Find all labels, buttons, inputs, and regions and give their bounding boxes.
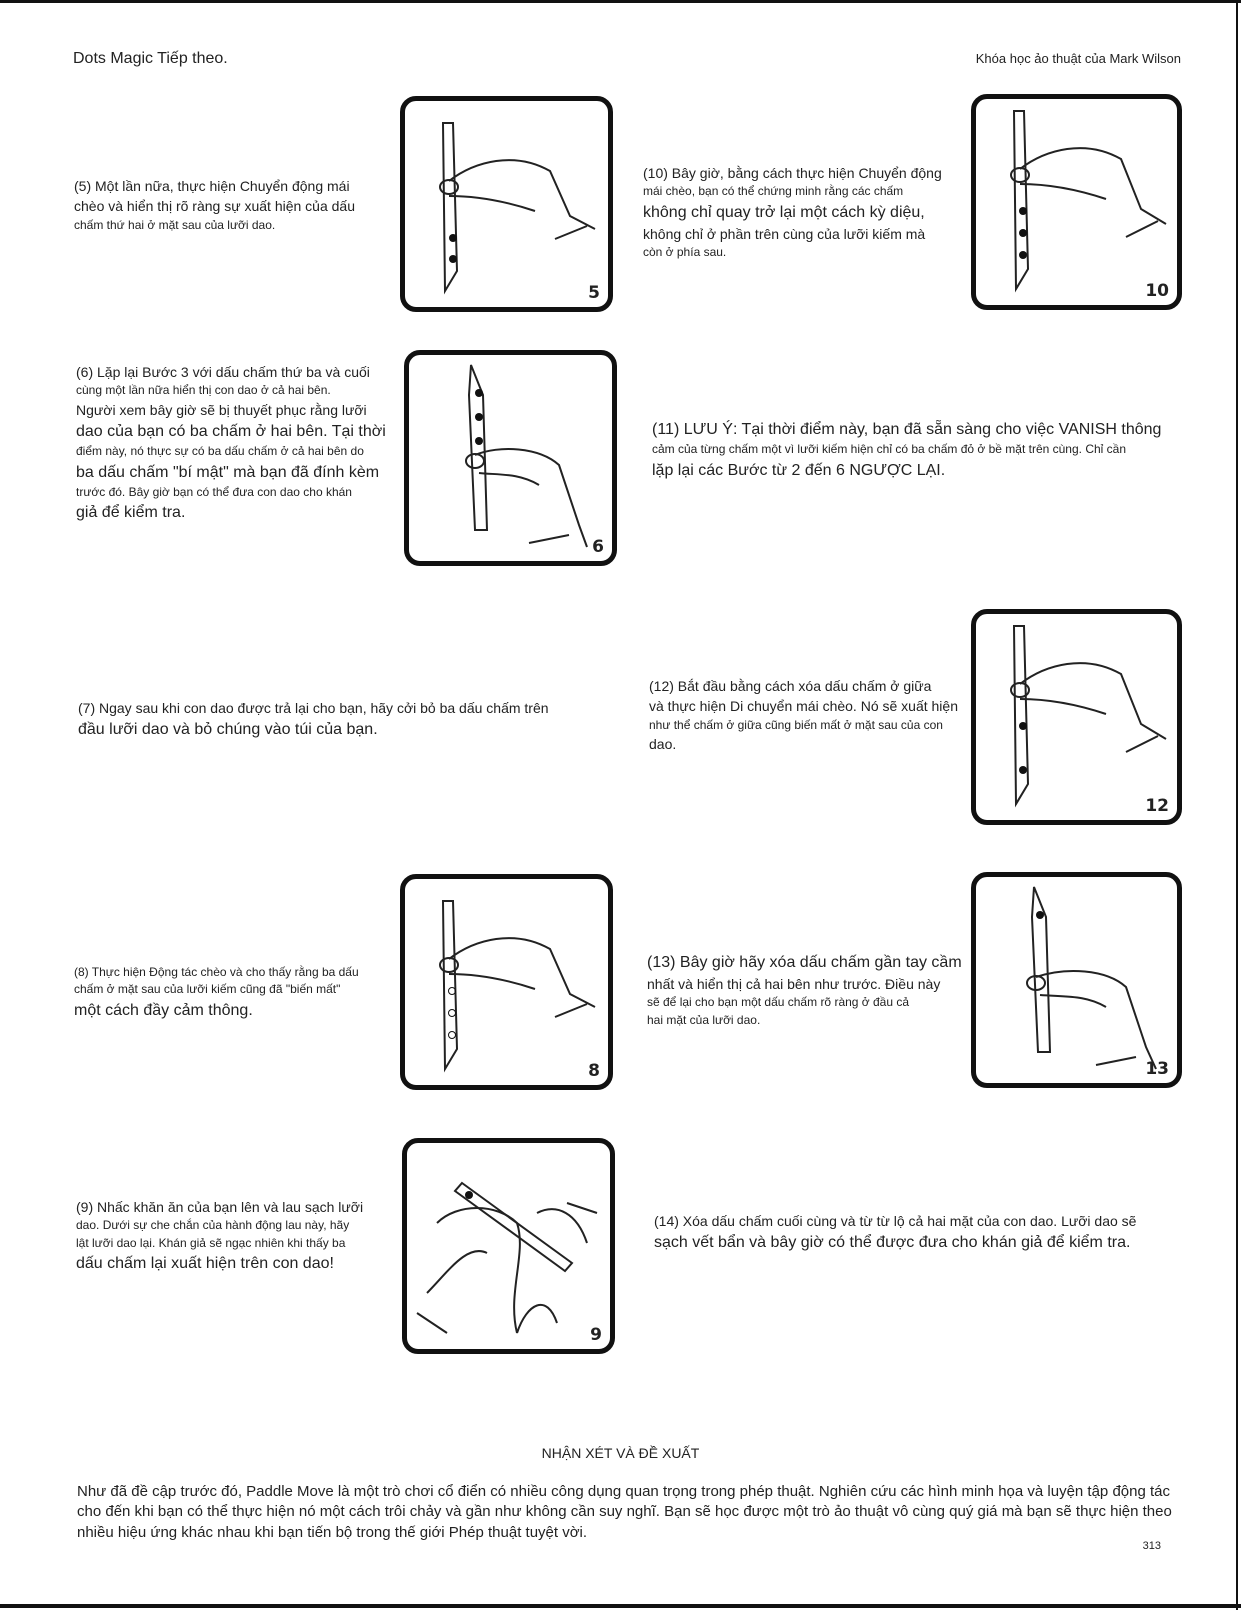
dot-mark — [1019, 766, 1027, 774]
napkin-hands-drawing — [407, 1143, 610, 1349]
step-8-text: (8) Thực hiện Động tác chèo và cho thấy rằng ba dấu chấm ở mặt sau của lưỡi kiếm cũng đã "biến mất" một cách đầy cảm thông. — [74, 965, 359, 1019]
illustration-panel-9 — [402, 1138, 615, 1354]
dot-mark — [475, 389, 483, 397]
panel-number: 8 — [588, 1061, 600, 1081]
bottom-border — [0, 1604, 1241, 1608]
dot-mark — [1019, 207, 1027, 215]
panel-number: 6 — [592, 537, 604, 557]
dot-mark — [1019, 229, 1027, 237]
header-right-title: Khóa học ảo thuật của Mark Wilson — [975, 51, 1181, 66]
dot-mark — [1036, 911, 1044, 919]
right-border — [1236, 0, 1238, 1610]
illustration-panel-5 — [400, 96, 613, 312]
knife-hand-drawing — [405, 101, 608, 307]
step-9-text: (9) Nhấc khăn ăn của bạn lên và lau sạch lưỡi dao. Dưới sự che chắn của hành động lau này, hãy lật lưỡi dao lại. Khán giả sẽ ngạc nhiên khi thấy ba dấu chấm lại xuất hiện trên con dao! — [76, 1199, 364, 1273]
knife-hand-drawing — [976, 877, 1177, 1083]
panel-number: 10 — [1145, 281, 1169, 301]
section-title: NHẬN XÉT VÀ ĐỀ XUẤT — [541, 1445, 700, 1461]
illustration-panel-13 — [971, 872, 1182, 1088]
step-12-text: (12) Bắt đầu bằng cách xóa dấu chấm ở giữa và thực hiện Di chuyển mái chèo. Nó sẽ xuất hiện như thể chấm ở giữa cũng biến mất ở mặt sau của con dao. — [649, 678, 958, 752]
step-7-text: (7) Ngay sau khi con dao được trả lại cho bạn, hãy cởi bỏ ba dấu chấm trên đầu lưỡi dao và bỏ chúng vào túi của bạn. — [78, 700, 549, 739]
dot-mark — [449, 255, 457, 263]
dot-mark — [1019, 251, 1027, 259]
illustration-panel-10 — [971, 94, 1182, 310]
header-left-title: Dots Magic Tiếp theo. — [73, 50, 228, 67]
top-border — [0, 0, 1241, 3]
knife-hand-drawing — [405, 879, 608, 1085]
dot-mark — [475, 413, 483, 421]
dot-mark — [1019, 722, 1027, 730]
dot-mark — [475, 437, 483, 445]
panel-number: 5 — [588, 283, 600, 303]
panel-number: 9 — [590, 1325, 602, 1345]
dot-mark — [449, 1010, 456, 1017]
dot-mark — [449, 234, 457, 242]
page-number: 313 — [1142, 1540, 1161, 1552]
dot-mark — [465, 1191, 473, 1199]
illustration-panel-6 — [404, 350, 617, 566]
illustration-panel-12 — [971, 609, 1182, 825]
panel-number: 13 — [1145, 1059, 1169, 1079]
step-10-text: (10) Bây giờ, bằng cách thực hiện Chuyển động mái chèo, bạn có thể chứng minh rằng các chấm không chỉ quay trở lại một cách kỳ diệu, không chỉ ở phần trên cùng của lưỡi kiếm mà còn ở phía sau. — [643, 165, 942, 260]
step-5-text: (5) Một lần nữa, thực hiện Chuyển động mái chèo và hiển thị rõ ràng sự xuất hiện của dấu chấm thứ hai ở mặt sau của lưỡi dao. — [74, 178, 355, 232]
step-11-text: (11) LƯU Ý: Tại thời điểm này, bạn đã sẵn sàng cho việc VANISH thông cảm của từng chấm một vì lưỡi kiếm hiện chỉ có ba chấm đỏ ở bề mặt trên cùng. Chỉ cần lặp lại các Bước từ 2 đến 6 NGƯỢC LẠI. — [652, 421, 1162, 479]
panel-number: 12 — [1145, 796, 1169, 816]
illustration-panel-8 — [400, 874, 613, 1090]
dot-mark — [449, 1032, 456, 1039]
knife-hand-drawing — [409, 355, 612, 561]
step-14-text: (14) Xóa dấu chấm cuối cùng và từ từ lộ cả hai mặt của con dao. Lưỡi dao sẽ sạch vết bẩn và bây giờ có thể được đưa cho khán giả để kiểm tra. — [654, 1213, 1137, 1252]
knife-hand-drawing — [976, 614, 1177, 820]
step-6-text: (6) Lặp lại Bước 3 với dấu chấm thứ ba và cuối cùng một lần nữa hiển thị con dao ở cả hai bên. Người xem bây giờ sẽ bị thuyết phục rằng lưỡi dao của bạn có ba chấm ở hai bên. Tại thời điểm này, nó thực sự có ba dấu chấm ở cả hai bên do ba dấu chấm "bí mật" mà bạn đã đính kèm trước đó. Bây giờ bạn có thể đưa con dao cho khán giả để kiểm tra. — [76, 364, 386, 522]
step-13-text: (13) Bây giờ hãy xóa dấu chấm gần tay cầm nhất và hiển thị cả hai bên như trước. Điều này sẽ để lại cho bạn một dấu chấm rõ ràng ở đầu cả hai mặt của lưỡi dao. — [647, 954, 962, 1027]
knife-hand-drawing — [976, 99, 1177, 305]
section-body: Như đã đề cập trước đó, Paddle Move là một trò chơi cổ điển có nhiều công dụng quan trọng trong phép thuật. Nghiên cứu các hình minh họa và luyện tập động tác cho đến khi bạn có thể thực hiện nó một cách trôi chảy và gần như không cần suy nghĩ. Bạn sẽ học được một trò ảo thuật vô cùng quý giá mà bạn sẽ thực hiện theo nhiều hiệu ứng khác nhau khi bạn tiến bộ trong thế giới Phép thuật tuyệt vời. — [77, 1483, 1172, 1541]
